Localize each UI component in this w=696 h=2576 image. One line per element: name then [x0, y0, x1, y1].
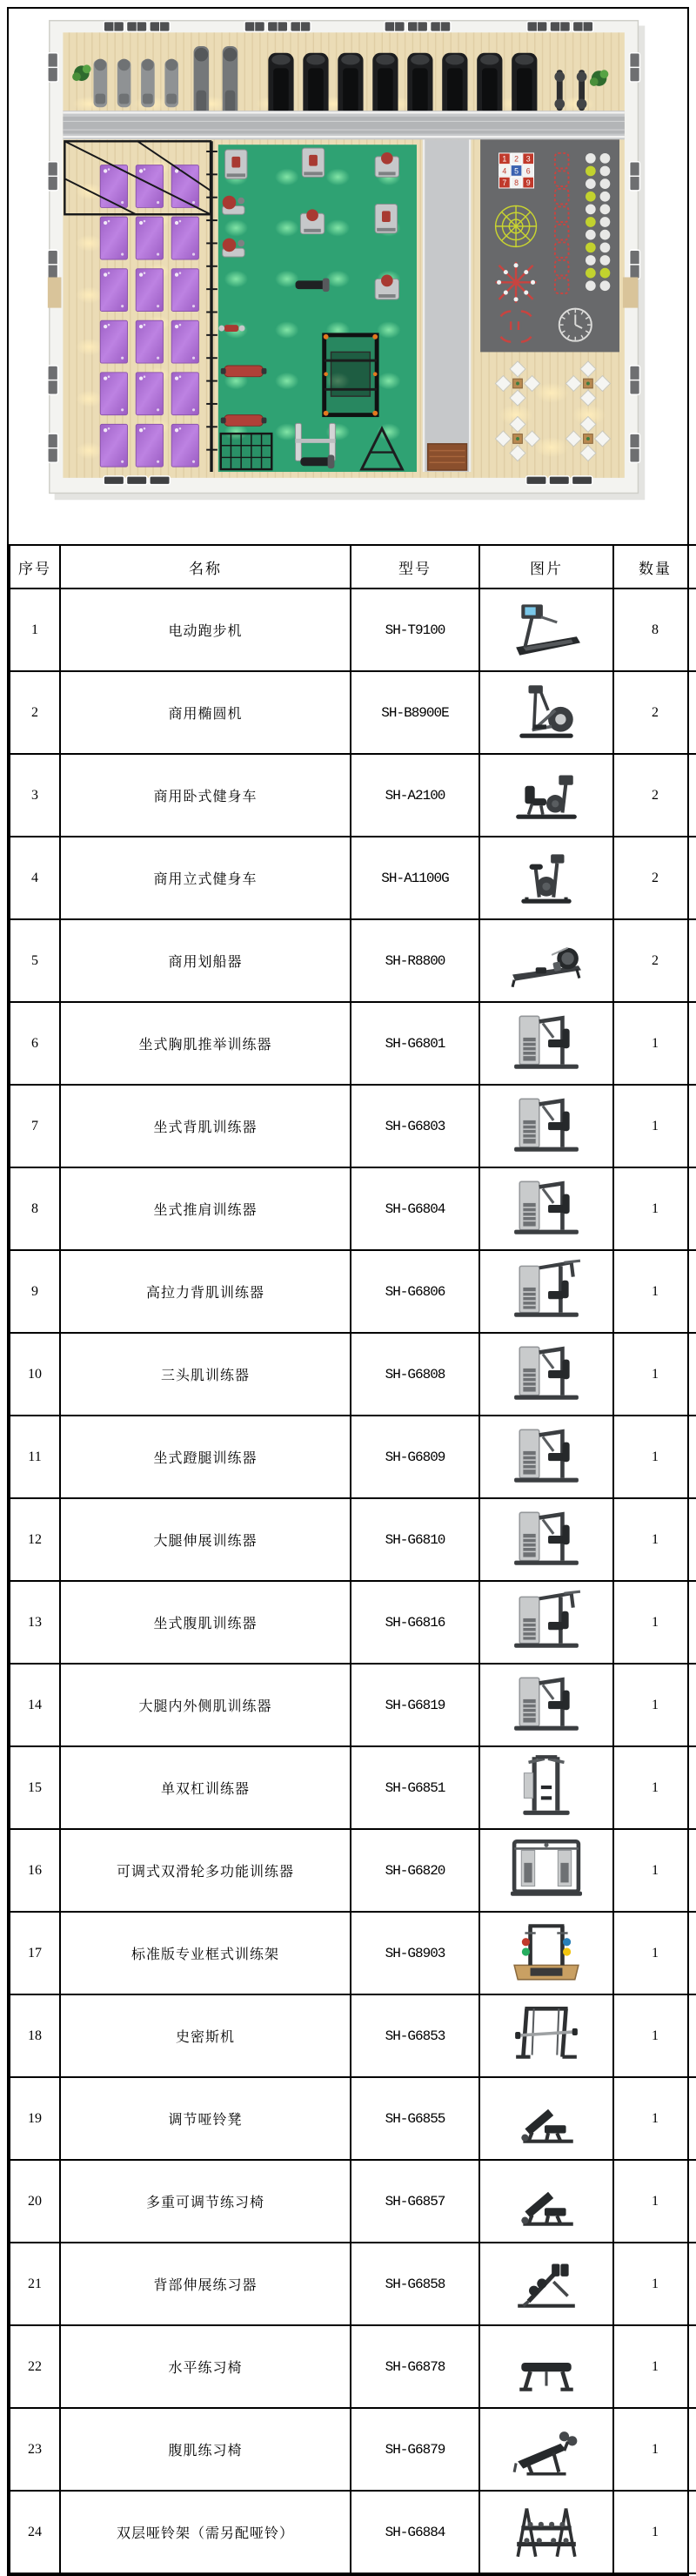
equipment-name: 商用椭圆机 [60, 671, 351, 754]
equipment-photo [479, 1416, 613, 1498]
table-row [10, 1250, 696, 1333]
equipment-quantity: 1 [613, 1250, 696, 1333]
equipment-photo [479, 2077, 613, 2160]
equipment-name: 坐式腹肌训练器 [60, 1581, 351, 1664]
svg-text:2: 2 [514, 154, 519, 164]
svg-text:6: 6 [525, 166, 531, 176]
table-row [10, 2491, 696, 2573]
equipment-name: 多重可调节练习椅 [60, 2160, 351, 2243]
equipment-name: 背部伸展练习器 [60, 2243, 351, 2325]
row-number: 16 [10, 1829, 60, 1912]
equipment-quantity: 1 [613, 1002, 696, 1085]
table-row [10, 1002, 696, 1085]
equipment-table [9, 544, 696, 2574]
equipment-name: 坐式推肩训练器 [60, 1167, 351, 1250]
equipment-quantity: 1 [613, 1829, 696, 1912]
equipment-quantity: 1 [613, 2077, 696, 2160]
equipment-model: SH-G6857 [351, 2160, 479, 2243]
table-row [10, 919, 696, 1002]
svg-text:5: 5 [514, 166, 519, 176]
equipment-model: SH-G6851 [351, 1746, 479, 1829]
svg-text:9: 9 [525, 178, 531, 188]
row-number: 10 [10, 1333, 60, 1416]
functional-trainer-icon [499, 1833, 594, 1904]
equipment-model: SH-G6801 [351, 1002, 479, 1085]
equipment-photo [479, 1085, 613, 1167]
elliptical-icon [499, 675, 594, 746]
equipment-photo [479, 2160, 613, 2243]
back-extension-icon [499, 2246, 594, 2317]
equipment-quantity: 1 [613, 1912, 696, 1994]
equipment-name: 坐式蹬腿训练器 [60, 1416, 351, 1498]
equipment-quantity: 1 [613, 2160, 696, 2243]
row-number: 24 [10, 2491, 60, 2573]
table-row [10, 2077, 696, 2160]
equipment-name: 坐式背肌训练器 [60, 1085, 351, 1167]
equipment-model: SH-R8800 [351, 919, 479, 1002]
equipment-photo [479, 671, 613, 754]
equipment-name: 高拉力背肌训练器 [60, 1250, 351, 1333]
equipment-model: SH-G6816 [351, 1581, 479, 1664]
row-number: 19 [10, 2077, 60, 2160]
equipment-photo [479, 754, 613, 837]
table-row [10, 671, 696, 754]
equipment-photo [479, 1002, 613, 1085]
equipment-name: 商用划船器 [60, 919, 351, 1002]
equipment-name: 大腿内外侧肌训练器 [60, 1664, 351, 1746]
equipment-model: SH-B8900E [351, 671, 479, 754]
row-number: 23 [10, 2408, 60, 2491]
pin-machine-tall-icon [499, 1254, 594, 1325]
equipment-model: SH-G6879 [351, 2408, 479, 2491]
adjustable-bench-icon [499, 2081, 594, 2152]
row-number: 21 [10, 2243, 60, 2325]
equipment-model: SH-G8903 [351, 1912, 479, 1994]
svg-text:4: 4 [502, 166, 507, 176]
table-row [10, 1994, 696, 2077]
table-header [10, 545, 696, 589]
table-row [10, 2160, 696, 2243]
table-row [10, 2325, 696, 2408]
equipment-model: SH-G6804 [351, 1167, 479, 1250]
horizontal-walkway [63, 111, 624, 139]
equipment-name: 标准版专业框式训练架 [60, 1912, 351, 1994]
equipment-name: 水平练习椅 [60, 2325, 351, 2408]
upright-bike-icon [499, 840, 594, 911]
pin-machine-icon [499, 1419, 594, 1490]
equipment-name: 可调式双滑轮多功能训练器 [60, 1829, 351, 1912]
equipment-photo [479, 1333, 613, 1416]
recumbent-bike-icon [499, 757, 594, 829]
equipment-name: 商用立式健身车 [60, 837, 351, 919]
table-row [10, 1333, 696, 1416]
equipment-model: SH-G6820 [351, 1829, 479, 1912]
table-row [10, 1746, 696, 1829]
equipment-photo [479, 2491, 613, 2573]
equipment-quantity: 2 [613, 919, 696, 1002]
table-row [10, 1664, 696, 1746]
equipment-model: SH-G6884 [351, 2491, 479, 2573]
table-row [10, 2408, 696, 2491]
equipment-photo [479, 1167, 613, 1250]
table-row [10, 1498, 696, 1581]
row-number: 22 [10, 2325, 60, 2408]
equipment-photo [479, 1664, 613, 1746]
row-number: 2 [10, 671, 60, 754]
pin-machine-icon [499, 1502, 594, 1573]
equipment-photo [479, 1746, 613, 1829]
equipment-quantity: 1 [613, 2243, 696, 2325]
equipment-model: SH-G6853 [351, 1994, 479, 2077]
equipment-name: 双层哑铃架（需另配哑铃） [60, 2491, 351, 2573]
equipment-model: SH-G6819 [351, 1664, 479, 1746]
row-number: 7 [10, 1085, 60, 1167]
equipment-model: SH-G6810 [351, 1498, 479, 1581]
equipment-name: 坐式胸肌推举训练器 [60, 1002, 351, 1085]
table-row [10, 1829, 696, 1912]
treadmill-icon [499, 592, 594, 663]
equipment-quantity: 8 [613, 589, 696, 671]
equipment-name: 史密斯机 [60, 1994, 351, 2077]
equipment-model: SH-A1100G [351, 837, 479, 919]
equipment-model: SH-G6808 [351, 1333, 479, 1416]
equipment-quantity: 1 [613, 1498, 696, 1581]
table-row [10, 1416, 696, 1498]
floor-plan-image [9, 9, 687, 544]
smith-machine-icon [499, 1998, 594, 2069]
row-number: 3 [10, 754, 60, 837]
svg-text:8: 8 [514, 178, 519, 188]
table-row [10, 837, 696, 919]
col-header-qty: 数量 [613, 545, 696, 589]
pin-machine-icon [499, 1006, 594, 1077]
equipment-quantity: 1 [613, 1167, 696, 1250]
equipment-quantity: 1 [613, 1746, 696, 1829]
equipment-model: SH-G6878 [351, 2325, 479, 2408]
equipment-model: SH-G6806 [351, 1250, 479, 1333]
right-door [623, 277, 639, 307]
table-row [10, 1912, 696, 1994]
equipment-quantity: 2 [613, 837, 696, 919]
row-number: 8 [10, 1167, 60, 1250]
equipment-photo [479, 1912, 613, 1994]
rower-icon [499, 923, 594, 994]
equipment-name: 单双杠训练器 [60, 1746, 351, 1829]
svg-text:7: 7 [502, 178, 507, 188]
col-header-no: 序号 [10, 545, 60, 589]
svg-text:3: 3 [525, 154, 531, 164]
row-number: 6 [10, 1002, 60, 1085]
floor-plan-cell [9, 9, 687, 544]
equipment-photo [479, 2408, 613, 2491]
equipment-model: SH-A2100 [351, 754, 479, 837]
svg-text:1: 1 [502, 154, 507, 164]
equipment-quantity: 1 [613, 1994, 696, 2077]
col-header-photo: 图片 [479, 545, 613, 589]
power-cage [324, 334, 378, 416]
left-door [48, 277, 62, 307]
equipment-model: SH-T9100 [351, 589, 479, 671]
equipment-model: SH-G6809 [351, 1416, 479, 1498]
equipment-photo [479, 1994, 613, 2077]
row-number: 12 [10, 1498, 60, 1581]
row-number: 1 [10, 589, 60, 671]
row-number: 15 [10, 1746, 60, 1829]
equipment-photo [479, 919, 613, 1002]
row-number: 5 [10, 919, 60, 1002]
equipment-photo [479, 1829, 613, 1912]
equipment-quantity: 1 [613, 1416, 696, 1498]
row-number: 20 [10, 2160, 60, 2243]
row-number: 11 [10, 1416, 60, 1498]
equipment-photo [479, 589, 613, 671]
equipment-model: SH-G6803 [351, 1085, 479, 1167]
table-row [10, 754, 696, 837]
equipment-quantity: 1 [613, 2491, 696, 2573]
pin-machine-icon [499, 1667, 594, 1739]
rack-platform-icon [499, 1915, 594, 1987]
equipment-photo [479, 837, 613, 919]
flat-bench-icon [499, 2329, 594, 2400]
table-row [10, 589, 696, 671]
vertical-walkway [423, 139, 472, 472]
equipment-quantity: 2 [613, 671, 696, 754]
ab-bench-icon [499, 2411, 594, 2483]
equipment-model: SH-G6858 [351, 2243, 479, 2325]
row-number: 4 [10, 837, 60, 919]
row-number: 18 [10, 1994, 60, 2077]
row-number: 17 [10, 1912, 60, 1994]
pin-machine-icon [499, 1336, 594, 1408]
dip-tower-icon [499, 1750, 594, 1821]
equipment-photo [479, 2325, 613, 2408]
equipment-list-document [7, 7, 689, 2576]
table-row [10, 1167, 696, 1250]
equipment-quantity: 1 [613, 2325, 696, 2408]
equipment-photo [479, 2243, 613, 2325]
equipment-name: 调节哑铃凳 [60, 2077, 351, 2160]
equipment-name: 腹肌练习椅 [60, 2408, 351, 2491]
col-header-model: 型号 [351, 545, 479, 589]
equipment-quantity: 1 [613, 2408, 696, 2491]
table-row [10, 1085, 696, 1167]
equipment-name: 大腿伸展训练器 [60, 1498, 351, 1581]
equipment-name: 三头肌训练器 [60, 1333, 351, 1416]
pin-machine-icon [499, 1088, 594, 1160]
equipment-quantity: 1 [613, 1333, 696, 1416]
equipment-name: 电动跑步机 [60, 589, 351, 671]
col-header-name: 名称 [60, 545, 351, 589]
equipment-photo [479, 1581, 613, 1664]
equipment-quantity: 1 [613, 1085, 696, 1167]
adjustable-bench-icon [499, 2163, 594, 2235]
equipment-quantity: 1 [613, 1664, 696, 1746]
table-row [10, 1581, 696, 1664]
pin-machine-icon [499, 1171, 594, 1242]
table-row [10, 2243, 696, 2325]
equipment-photo [479, 1250, 613, 1333]
row-number: 14 [10, 1664, 60, 1746]
pin-machine-tall-icon [499, 1584, 594, 1656]
equipment-quantity: 1 [613, 1581, 696, 1664]
row-number: 13 [10, 1581, 60, 1664]
dumbbell-rack-icon [499, 2494, 594, 2566]
row-number: 9 [10, 1250, 60, 1333]
equipment-model: SH-G6855 [351, 2077, 479, 2160]
equipment-photo [479, 1498, 613, 1581]
equipment-quantity: 2 [613, 754, 696, 837]
equipment-name: 商用卧式健身车 [60, 754, 351, 837]
